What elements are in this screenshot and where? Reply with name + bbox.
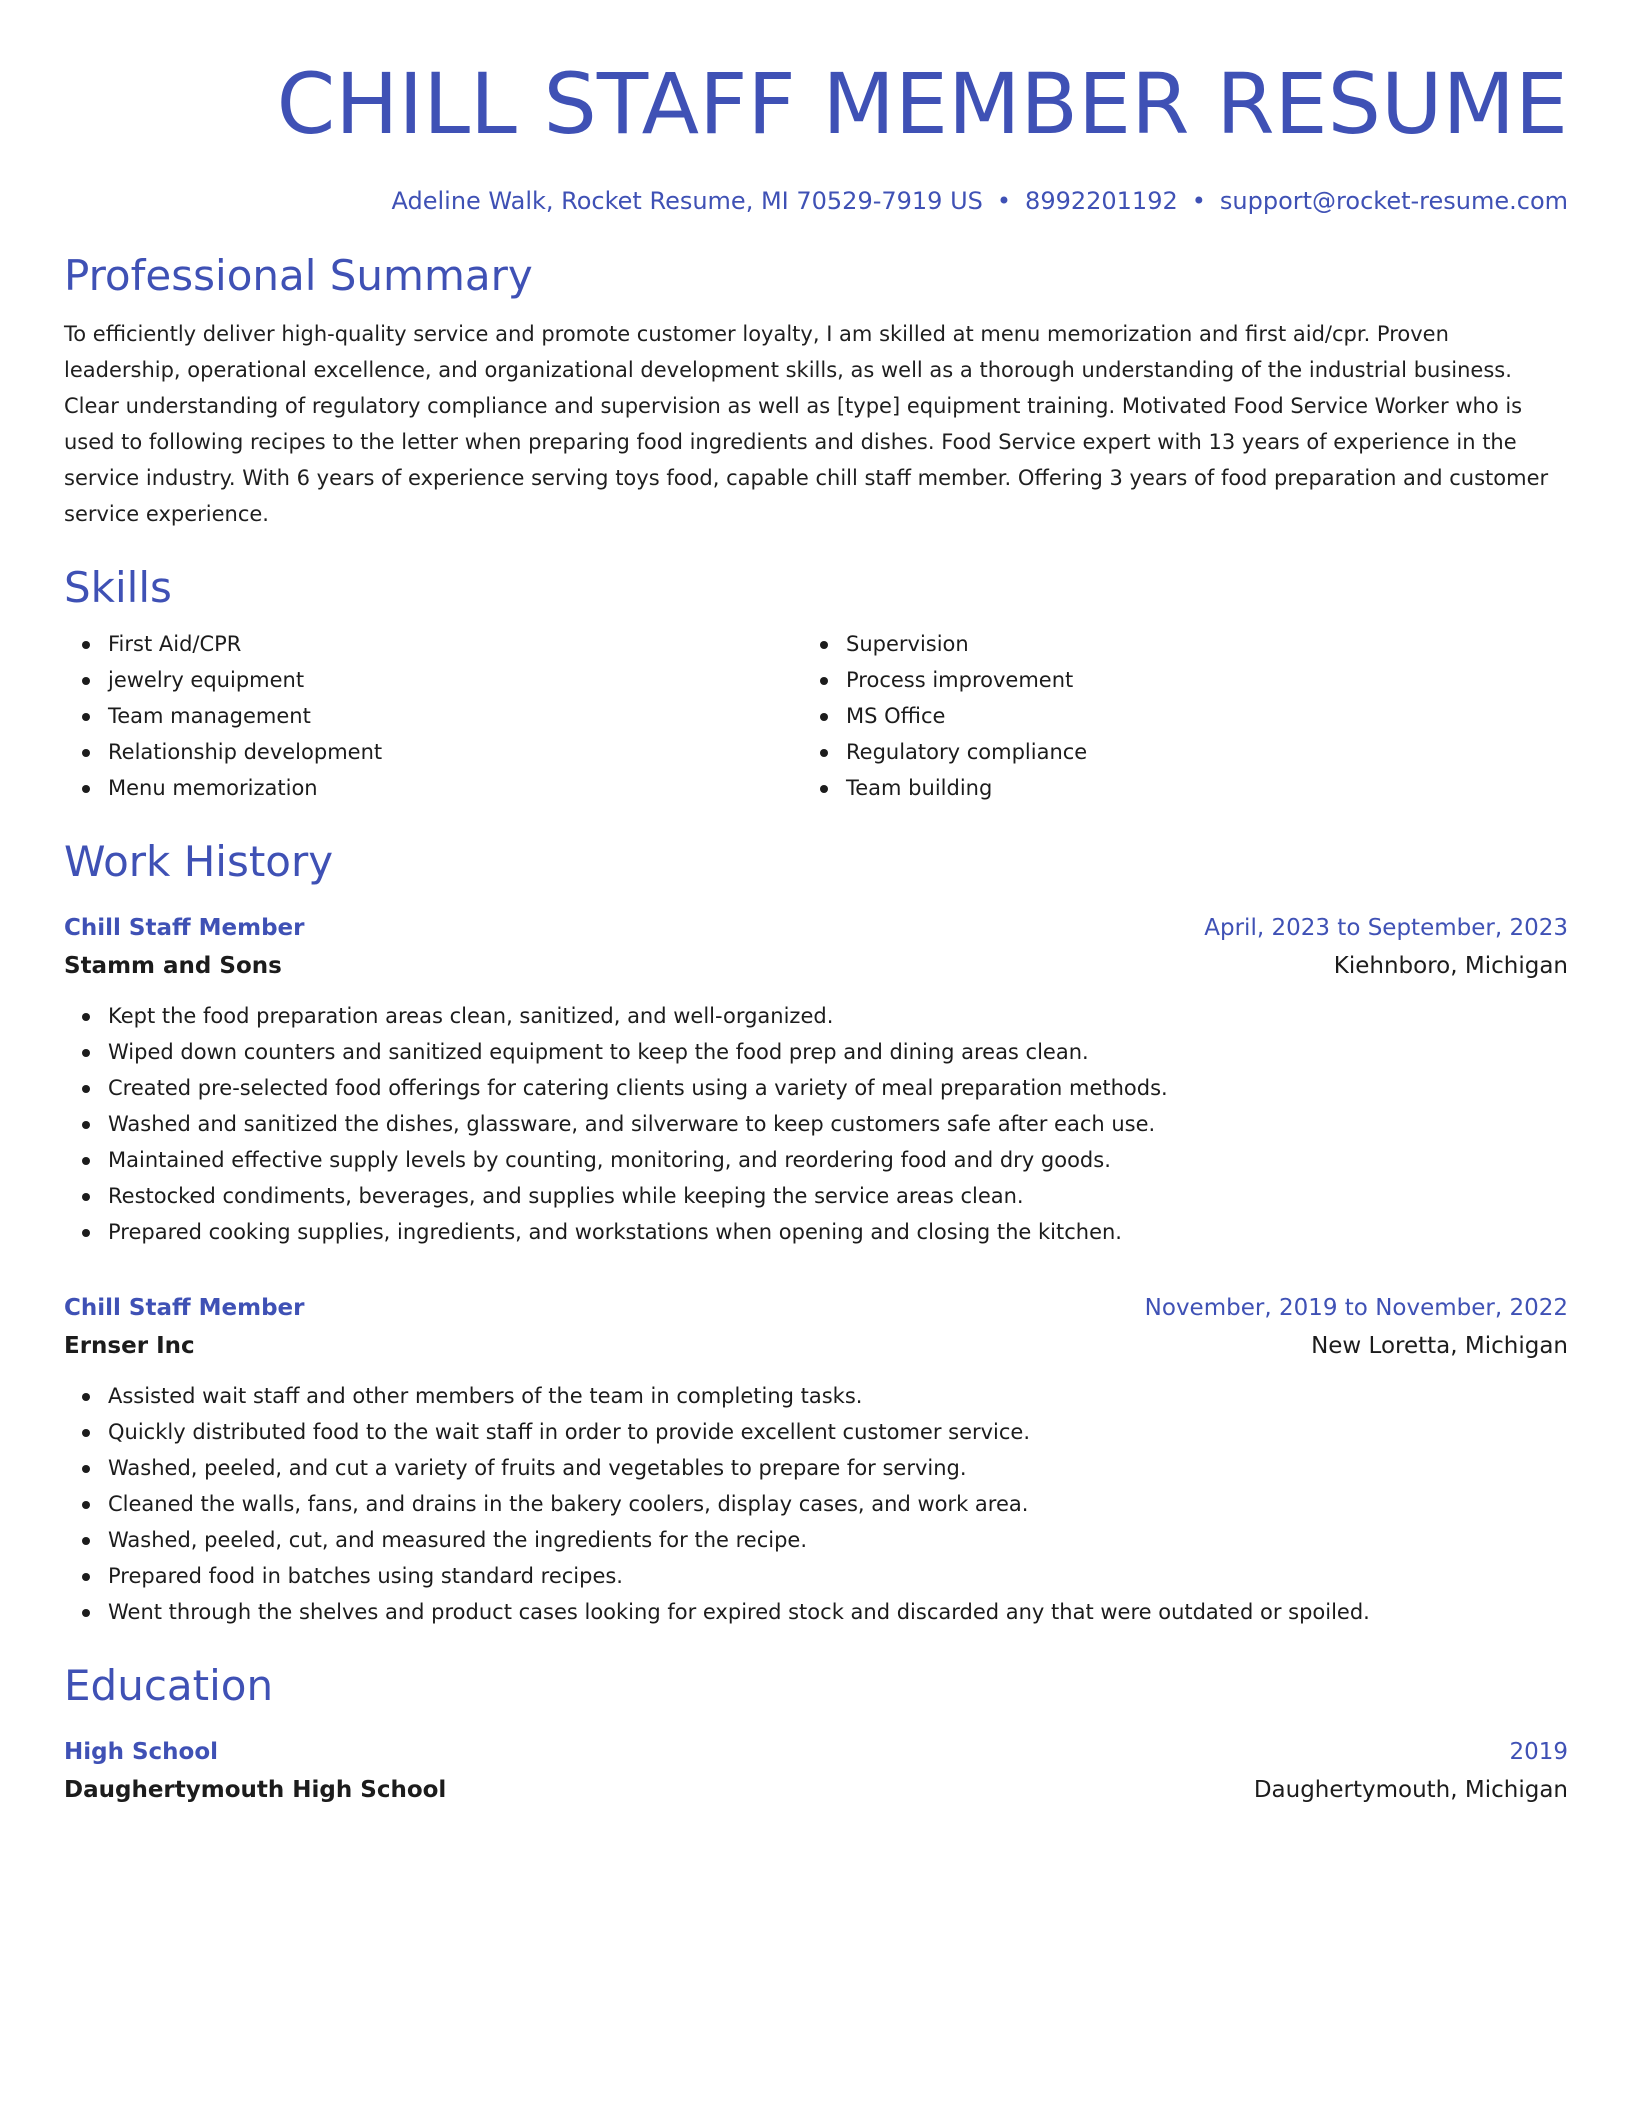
contact-separator: •: [996, 187, 1012, 215]
contact-line: [64, 184, 1568, 218]
duty-item: Washed, peeled, and cut a variety of fruits and vegetables to prepare for serving.: [108, 1450, 1568, 1486]
skill-item: Team management: [108, 698, 802, 734]
summary-heading: Professional Summary: [64, 251, 533, 300]
duty-item: Prepared food in batches using standard recipes.: [108, 1558, 1568, 1594]
duty-item: Cleaned the walls, fans, and drains in the bakery coolers, display cases, and work area.: [108, 1486, 1568, 1522]
education-heading: Education: [64, 1661, 274, 1710]
school-location: Daughertymouth, Michigan: [1253, 1777, 1568, 1803]
skills-column-right: [802, 626, 1540, 806]
job-title: Chill Staff Member: [64, 1295, 305, 1321]
skills-heading: Skills: [64, 563, 172, 612]
job-dates: April, 2023 to September, 2023: [1204, 915, 1568, 941]
duty-item: Prepared cooking supplies, ingredients, and workstations when opening and closing the kitchen.: [108, 1214, 1568, 1250]
duty-item: Created pre-selected food offerings for catering clients using a variety of meal preparation methods.: [108, 1070, 1568, 1106]
job-location: New Loretta, Michigan: [1311, 1333, 1568, 1359]
duty-item: Washed, peeled, cut, and measured the ingredients for the recipe.: [108, 1522, 1568, 1558]
degree: High School: [64, 1739, 219, 1765]
summary-text: To efficiently deliver high-quality service and promote customer loyalty, I am skilled at menu memorization and first aid/cpr. Proven leadership, operational excellence, and organizational development skills, as well as a thorough understanding of the industrial business. Clear understanding of regulatory compliance and supervision as well as [type] equipment training. Motivated Food Service Worker who is used to following recipes to the letter when preparing food ingredients and dishes. Food Service expert with 13 years of experience in the service industry. With 6 years of experience serving toys food, capable chill staff member. Offering 3 years of food preparation and customer service experience.: [64, 322, 1549, 526]
duty-item: Washed and sanitized the dishes, glassware, and silverware to keep customers safe after each use.: [108, 1106, 1568, 1142]
contact-phone: 8992201192: [1025, 187, 1178, 215]
work-entry: [64, 1290, 1568, 1630]
work-entry: [64, 910, 1568, 1250]
duty-item: Wiped down counters and sanitized equipment to keep the food prep and dining areas clean.: [108, 1034, 1568, 1070]
skill-item: Relationship development: [108, 734, 802, 770]
company-name: Stamm and Sons: [64, 953, 282, 979]
job-dates: November, 2019 to November, 2022: [1144, 1295, 1568, 1321]
job-location: Kiehnboro, Michigan: [1333, 953, 1568, 979]
contact-email: support@rocket-resume.com: [1219, 187, 1568, 215]
skill-item: jewelry equipment: [108, 662, 802, 698]
school-name: Daughertymouth High School: [64, 1777, 447, 1803]
duty-item: Maintained effective supply levels by counting, monitoring, and reordering food and dry goods.: [108, 1142, 1568, 1178]
duty-item: Kept the food preparation areas clean, sanitized, and well-organized.: [108, 998, 1568, 1034]
job-duties: [64, 998, 1568, 1250]
job-title: Chill Staff Member: [64, 915, 305, 941]
skills-list: [64, 626, 1568, 806]
resume-title: CHILL STAFF MEMBER RESUME: [276, 55, 1568, 153]
duty-item: Quickly distributed food to the wait staff in order to provide excellent customer service.: [108, 1414, 1568, 1450]
skill-item: Menu memorization: [108, 770, 802, 806]
skill-item: First Aid/CPR: [108, 626, 802, 662]
skill-item: Team building: [846, 770, 1540, 806]
contact-separator: •: [1191, 187, 1206, 215]
skill-item: Process improvement: [846, 662, 1540, 698]
skill-item: Regulatory compliance: [846, 734, 1540, 770]
skill-item: MS Office: [846, 698, 1540, 734]
duty-item: Went through the shelves and product cases looking for expired stock and discarded any that were outdated or spoiled.: [108, 1594, 1568, 1630]
skill-item: Supervision: [846, 626, 1540, 662]
company-name: Ernser Inc: [64, 1333, 195, 1359]
work-history-heading: Work History: [64, 837, 334, 886]
duty-item: Assisted wait staff and other members of the team in completing tasks.: [108, 1378, 1568, 1414]
skills-column-left: [64, 626, 802, 806]
education-entry: [64, 1734, 1568, 1808]
graduation-year: 2019: [1509, 1739, 1568, 1765]
contact-address: Adeline Walk, Rocket Resume, MI 70529-7919 US: [391, 187, 983, 215]
duty-item: Restocked condiments, beverages, and supplies while keeping the service areas clean.: [108, 1178, 1568, 1214]
job-duties: [64, 1378, 1568, 1630]
